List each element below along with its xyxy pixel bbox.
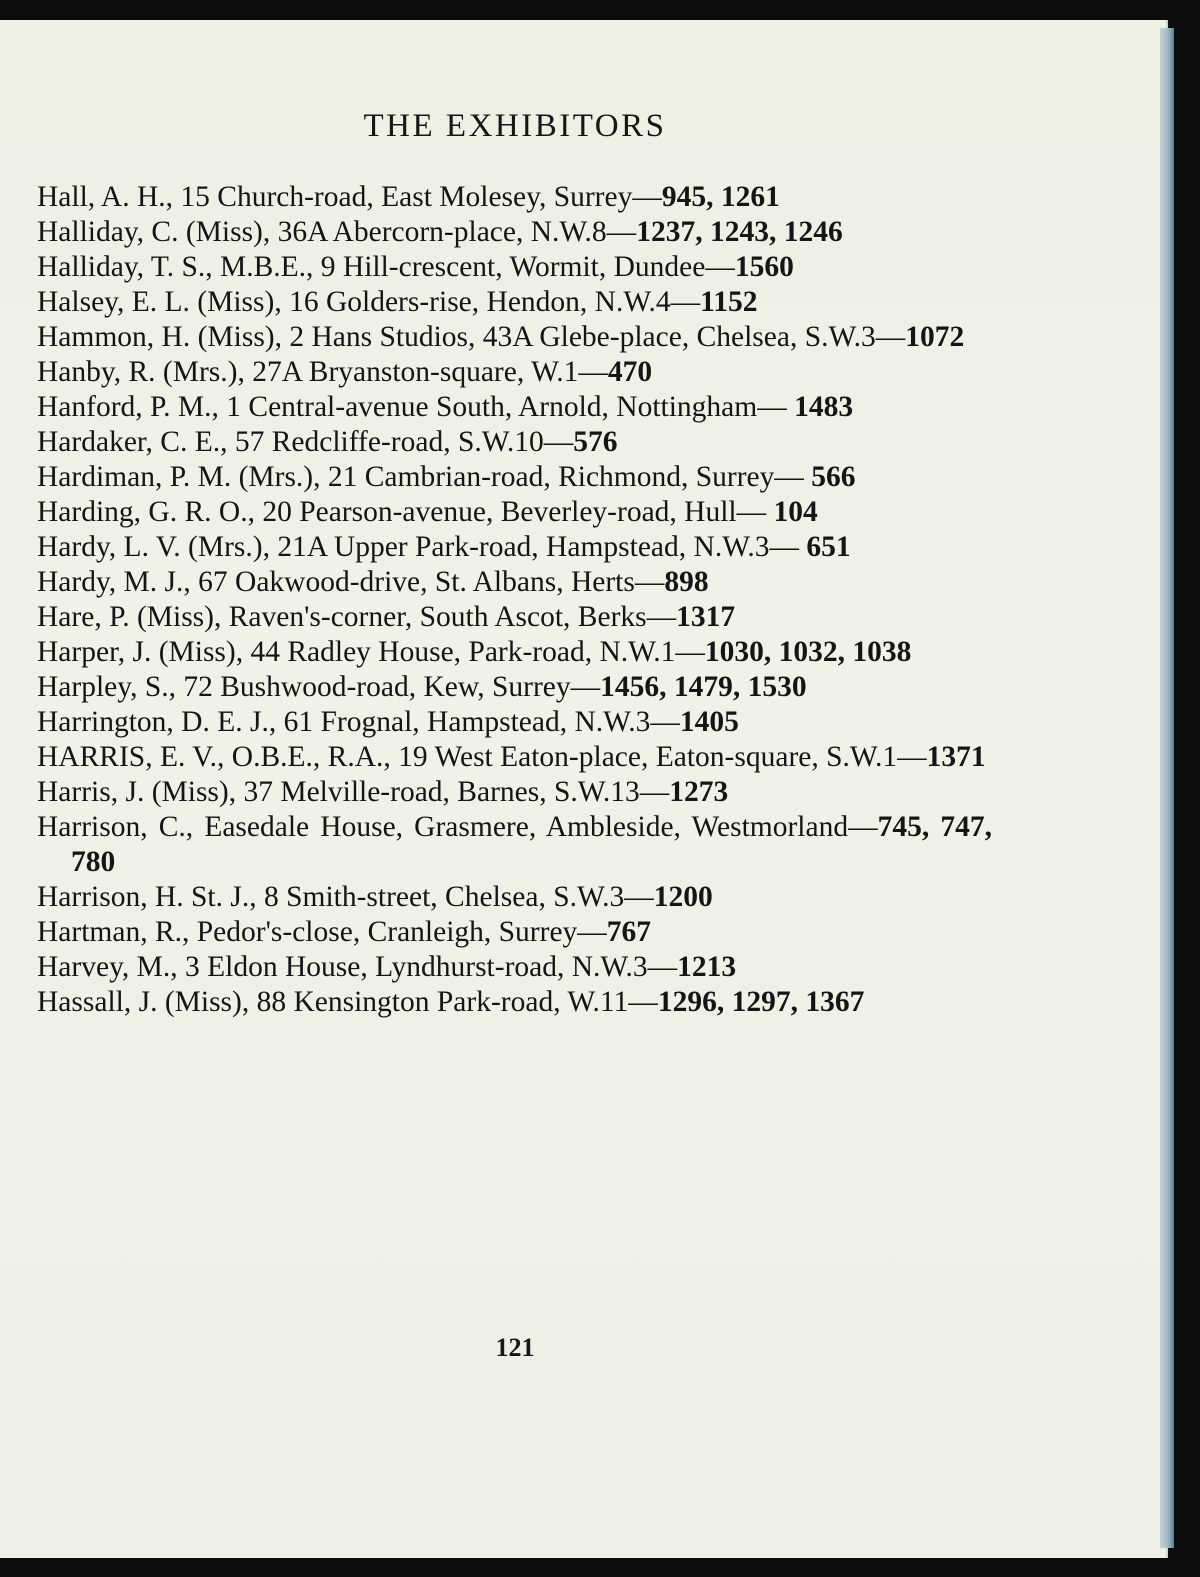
list-item [37, 810, 992, 880]
entry-text: Harris, J. (Miss), 37 Melville-road, Barnes, S.W.13— [37, 776, 670, 808]
entry-text: Harding, G. R. O., 20 Pearson-avenue, Beverley-road, Hull— [37, 496, 774, 528]
exhibit-numbers: 1213 [677, 951, 737, 983]
exhibit-numbers: 1200 [653, 881, 713, 913]
exhibit-numbers: 1317 [676, 601, 736, 633]
exhibit-numbers: 1405 [679, 706, 739, 738]
list-item [37, 425, 992, 460]
exhibitor-list [37, 180, 992, 1020]
exhibit-numbers: 1072 [905, 321, 965, 353]
exhibit-numbers: 1296, 1297, 1367 [657, 986, 865, 1018]
book-page [0, 20, 1166, 1558]
list-item [37, 705, 992, 740]
entry-text: Hammon, H. (Miss), 2 Hans Studios, 43A Glebe-place, Chelsea, S.W.3— [37, 321, 906, 353]
list-item [37, 740, 992, 775]
entry-text: Hanby, R. (Mrs.), 27A Bryanston-square, W.1— [37, 356, 608, 388]
entry-text: Halliday, T. S., M.B.E., 9 Hill-crescent, Wormit, Dundee— [37, 251, 735, 283]
list-item [37, 915, 992, 950]
list-item [37, 775, 992, 810]
exhibit-numbers: 104 [773, 496, 818, 528]
entry-text: Halsey, E. L. (Miss), 16 Golders-rise, Hendon, N.W.4— [37, 286, 701, 318]
list-item [37, 460, 992, 495]
list-item [37, 355, 992, 390]
list-item [37, 950, 992, 985]
list-item [37, 600, 992, 635]
exhibit-numbers: 1456, 1479, 1530 [600, 671, 807, 703]
entry-text: Harpley, S., 72 Bushwood-road, Kew, Surrey— [37, 671, 601, 703]
entry-text: Harrington, D. E. J., 61 Frognal, Hampstead, N.W.3— [37, 706, 680, 738]
list-item [37, 985, 992, 1020]
exhibit-numbers: 767 [606, 916, 652, 948]
page-edge [1160, 28, 1174, 1548]
list-item [37, 180, 992, 215]
list-item [37, 320, 992, 355]
entry-text: Harrison, C., Easedale House, Grasmere, Ambleside, Westmorland— [37, 811, 878, 843]
exhibit-numbers: 576 [573, 426, 618, 458]
exhibit-numbers: 1237, 1243, 1246 [636, 216, 843, 248]
exhibit-numbers: 470 [607, 356, 653, 388]
exhibit-numbers: 1273 [669, 776, 729, 808]
list-item [37, 670, 992, 705]
entry-text: Harvey, M., 3 Eldon House, Lyndhurst-road, N.W.3— [37, 951, 678, 983]
entry-text: Halliday, C. (Miss), 36A Abercorn-place, N.W.8— [37, 216, 637, 248]
list-item [37, 285, 992, 320]
exhibit-numbers: 945, 1261 [661, 181, 780, 213]
list-item [37, 215, 992, 250]
exhibit-numbers: 1560 [734, 251, 794, 283]
entry-text: Hardiman, P. M. (Mrs.), 21 Cambrian-road, Richmond, Surrey— [37, 461, 812, 493]
list-item [37, 530, 992, 565]
entry-text: Hanford, P. M., 1 Central-avenue South, Arnold, Nottingham— [37, 391, 795, 423]
exhibit-numbers: 1030, 1032, 1038 [704, 636, 912, 668]
list-item [37, 565, 992, 600]
page-title: THE EXHIBITORS [363, 108, 667, 144]
page-number: 121 [495, 1333, 535, 1362]
entry-text: Hardaker, C. E., 57 Redcliffe-road, S.W.10— [37, 426, 574, 458]
entry-text: Hardy, L. V. (Mrs.), 21A Upper Park-road, Hampstead, N.W.3— [37, 531, 807, 563]
entry-text: HARRIS, E. V., O.B.E., R.A., 19 West Eaton-place, Eaton-square, S.W.1— [37, 741, 927, 773]
entry-text: Hardy, M. J., 67 Oakwood-drive, St. Albans, Herts— [37, 566, 665, 598]
list-item [37, 250, 992, 285]
exhibit-numbers: 1152 [700, 286, 758, 318]
entry-text: Hassall, J. (Miss), 88 Kensington Park-road, W.11— [37, 986, 658, 1018]
entry-text: Harrison, H. St. J., 8 Smith-street, Chelsea, S.W.3— [37, 881, 654, 913]
list-item [37, 880, 992, 915]
entry-text: Hartman, R., Pedor's-close, Cranleigh, Surrey— [37, 916, 607, 948]
exhibit-numbers: 651 [806, 531, 851, 563]
exhibit-numbers: 566 [811, 461, 856, 493]
entry-text: Hare, P. (Miss), Raven's-corner, South Ascot, Berks— [37, 601, 677, 633]
exhibit-numbers: 898 [664, 566, 709, 598]
exhibit-numbers: 745, 747, 780 [71, 811, 993, 878]
exhibit-numbers: 1371 [926, 741, 986, 773]
list-item [37, 495, 992, 530]
exhibit-numbers: 1483 [794, 391, 854, 423]
entry-text: Harper, J. (Miss), 44 Radley House, Park-road, N.W.1— [37, 636, 705, 668]
list-item [37, 635, 992, 670]
entry-text: Hall, A. H., 15 Church-road, East Molesey, Surrey— [37, 181, 662, 213]
list-item [37, 390, 992, 425]
